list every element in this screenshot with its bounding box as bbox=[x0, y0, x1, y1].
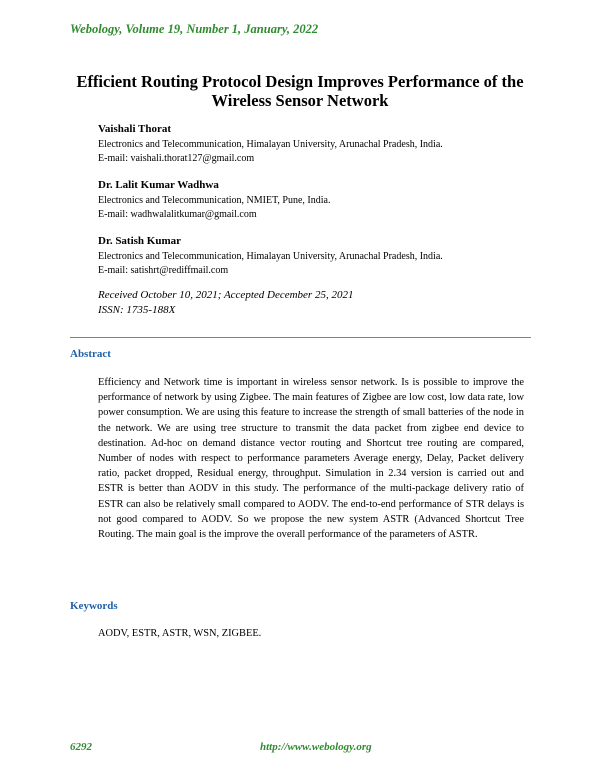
page-number: 6292 bbox=[70, 741, 92, 753]
author-affiliation: Electronics and Telecommunication, Himalayan University, Arunachal Pradesh, India. bbox=[98, 251, 443, 262]
author-affiliation: Electronics and Telecommunication, Himalayan University, Arunachal Pradesh, India. bbox=[98, 139, 443, 150]
section-divider bbox=[70, 337, 531, 338]
author-1 bbox=[98, 122, 538, 166]
issn: ISSN: 1735-188X bbox=[98, 304, 176, 316]
author-3 bbox=[98, 234, 538, 278]
author-name: Dr. Satish Kumar bbox=[98, 235, 182, 247]
abstract-heading: Abstract bbox=[70, 348, 111, 360]
author-email: E-mail: satishrt@rediffmail.com bbox=[98, 265, 229, 276]
abstract-text: Efficiency and Network time is important in wireless sensor network. Is is possible to improve the performance of network by using Zigbee. The main features of Zigbee are low cost, low data rate, low power consumption. We are using this feature to increase the strength of small batteries of the node in the network. We are using tree structure to transmit the data packet from zigbee end device to destination. Ad-hoc on demand distance vector routing and Shortcut tree routing are compared, Number of nodes with respect to performance parameters Average energy, Delay, Packet delivery ratio, packet dropped, Residual energy, throughput. Simulation in 2.34 version is carried out and ESTR is better than AODV in this study. The performance of the multi-package delivery ratio of ESTR can also be relatively small compared to AODV. The end-to-end performance of STR delays is not good compared to AODV. So we propose the new system ASTR (Advanced Shortcut Tree Routing. The main goal is the improve the overall performance of the parameters of ASTR. bbox=[98, 377, 524, 541]
keywords-heading: Keywords bbox=[70, 600, 118, 612]
publication-meta bbox=[98, 288, 353, 318]
author-affiliation: Electronics and Telecommunication, NMIET, Pune, India. bbox=[98, 195, 331, 206]
received-accepted-dates: Received October 10, 2021; Accepted December 25, 2021 bbox=[98, 289, 354, 301]
keywords-text: AODV, ESTR, ASTR, WSN, ZIGBEE. bbox=[98, 628, 262, 639]
author-name: Dr. Lalit Kumar Wadhwa bbox=[98, 179, 219, 191]
title-line-1: Efficient Routing Protocol Design Improves Performance of the bbox=[76, 72, 524, 91]
author-2 bbox=[98, 178, 538, 222]
journal-header: Webology, Volume 19, Number 1, January, 2022 bbox=[70, 22, 319, 36]
paper-title bbox=[60, 72, 540, 110]
title-line-2: Wireless Sensor Network bbox=[211, 91, 389, 110]
author-email: E-mail: wadhwalalitkumar@gmail.com bbox=[98, 209, 257, 220]
journal-url[interactable]: http://www.webology.org bbox=[260, 741, 372, 753]
author-email: E-mail: vaishali.thorat127@gmail.com bbox=[98, 153, 255, 164]
author-name: Vaishali Thorat bbox=[98, 123, 172, 135]
